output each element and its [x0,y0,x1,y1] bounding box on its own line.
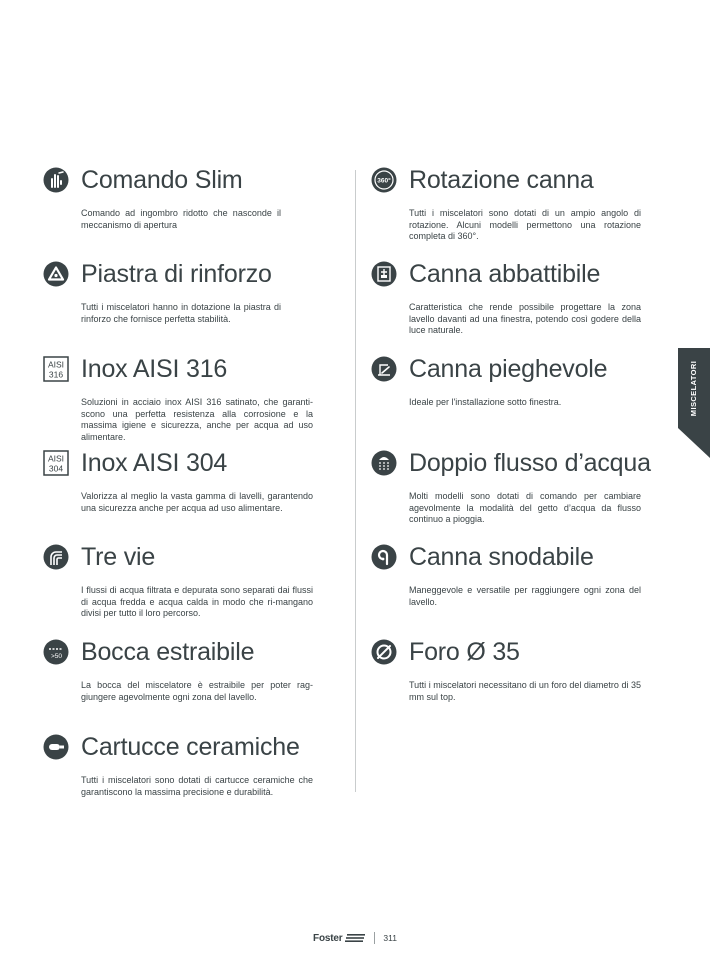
flexible-spout-icon [371,544,397,570]
ceramic-cartridge-icon [43,734,69,760]
feature-canna-pieghevole [409,355,641,409]
feature-text: Ideale per l'installazione sotto finestra. [409,397,562,407]
feature-text: I flussi di acqua filtrata e depurata sono separati dai flussi di acqua fredda e acqua calda in modo che ri-mangano divisi per tutto il loro percorso. [81,585,313,618]
feature-title: Rotazione canna [409,166,594,194]
svg-text:304: 304 [48,463,64,474]
aisi-304-icon [43,450,69,476]
feature-text: Maneggevole e versatile per raggiungere ogni zona del lavello. [409,585,641,607]
feature-piastra [81,260,313,325]
diameter-icon [371,639,397,665]
section-tab-label: MISCELATORI [689,360,699,416]
feature-title: Inox AISI 316 [81,355,228,383]
svg-text:360°: 360° [377,177,391,185]
feature-bocca-estraibile [50,638,313,703]
brand-logo-text: Foster [313,932,343,944]
feature-comando-slim [81,166,313,231]
feature-title: Comando Slim [81,166,243,194]
feature-foro [409,638,641,703]
feature-doppio-flusso [409,449,651,526]
feature-canna-snodabile [409,543,641,608]
feature-text: Molti modelli sono dotati di comando per cambiare agevolmente la modalità del getto d’acqua da flusso continuo a pioggia. [409,491,641,524]
footer-separator [374,932,375,944]
feature-title: Bocca estraibile [81,638,255,666]
feature-text: Tutti i miscelatori sono dotati di un ampio angolo di rotazione. Alcuni modelli permettono una rotazione completa di 360°. [409,208,641,241]
column-divider [355,170,356,792]
feature-aisi-316 [47,355,313,443]
feature-text: Caratteristica che rende possibile progettare la zona lavello davanti ad una finestra, potendo così godere della luce naturale. [409,302,641,335]
folding-spout-icon [371,356,397,382]
section-tab[interactable] [678,348,710,458]
svg-text:AISI: AISI [47,359,65,370]
feature-text: Valorizza al meglio la vasta gamma di lavelli, garantendo una sicurezza anche per acqua ad uso alimentare. [81,491,313,513]
feature-text: Tutti i miscelatori hanno in dotazione la piastra di rinforzo che fornisce perfetta stabilità. [81,302,281,324]
rotation-360-icon [371,167,397,193]
feature-title: Foro Ø 35 [409,638,520,666]
feature-text: Tutti i miscelatori sono dotati di cartucce ceramiche che garantiscono la massima precisione e durabilità. [81,775,313,797]
feature-title: Tre vie [81,543,156,571]
feature-title: Inox AISI 304 [81,449,228,477]
feature-tre-vie [81,543,313,620]
pull-out-spout-icon [43,639,69,665]
hand-slim-icon [43,167,69,193]
brand-stripes-icon [345,929,365,947]
feature-text: Comando ad ingombro ridotto che nasconde il meccanismo di apertura [81,208,281,230]
foldable-spout-icon [371,261,397,287]
aisi-316-icon [43,356,69,382]
feature-text: Soluzioni in acciaio inox AISI 316 satinato, che garanti-scono una perfetta resistenza alla corrosione e la massima igiene e sicurezza, anche per acqua ad uso alimentare. [81,397,313,442]
feature-rotazione [377,166,641,243]
feature-title: Canna abbattibile [409,260,601,288]
feature-title: Piastra di rinforzo [81,260,272,288]
shower-flow-icon [371,450,397,476]
feature-title: Doppio flusso d’acqua [409,449,651,477]
triangle-plate-icon [43,261,69,287]
feature-title: Canna pieghevole [409,355,608,383]
three-way-icon [43,544,69,570]
feature-text: La bocca del miscelatore è estraibile per poter rag-giungere agevolmente ogni zona del lavello. [81,680,313,702]
svg-text:AISI: AISI [47,453,65,464]
feature-aisi-304 [47,449,313,514]
feature-cartucce [81,733,313,798]
svg-text:>50: >50 [50,653,63,660]
feature-canna-abbattibile [409,260,641,337]
page-number: 311 [383,933,397,943]
feature-title: Cartucce ceramiche [81,733,300,761]
svg-text:316: 316 [48,369,64,380]
feature-text: Tutti i miscelatori necessitano di un foro del diametro di 35 mm sul top. [409,680,641,702]
feature-title: Canna snodabile [409,543,594,571]
page-footer [0,930,710,946]
